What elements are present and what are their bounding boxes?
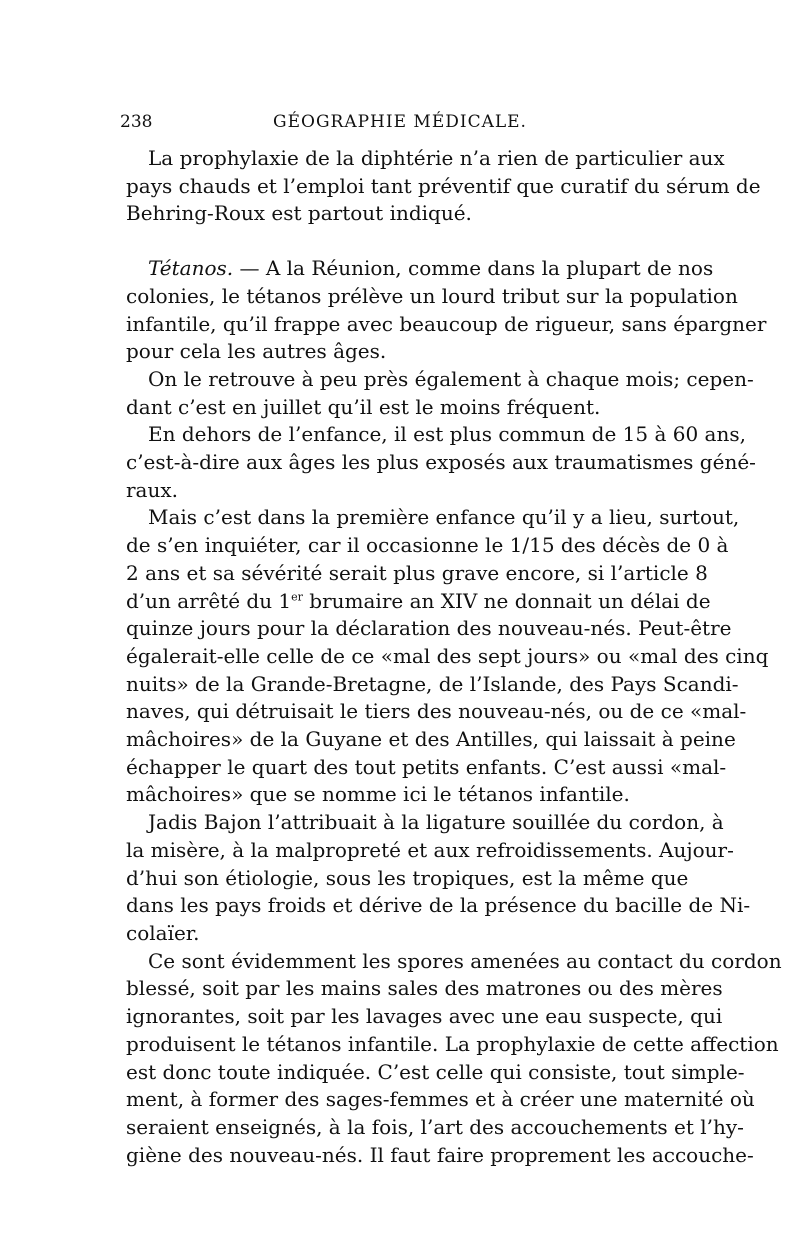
page-number: 238	[120, 112, 153, 132]
text-line: mâchoires» de la Guyane et des Antilles, qui laissait à peine	[126, 727, 736, 752]
running-title: GÉOGRAPHIE MÉDICALE.	[273, 112, 527, 132]
text-line: égalerait-elle celle de ce «mal des sept jours» ou «mal des cinq	[126, 643, 769, 668]
text-line: seraient enseignés, à la fois, l’art des accouchements et l’hy-	[126, 1114, 744, 1139]
paragraph	[126, 145, 761, 228]
text-run: brumaire an XIV ne donnait un délai de	[302, 588, 711, 613]
text-run: d’un arrêté du 1	[126, 588, 292, 613]
paragraph	[126, 948, 782, 1170]
text-line: colaïer.	[126, 920, 200, 945]
body-text	[126, 145, 782, 1169]
text-line: On le retrouve à peu près également à chaque mois; cepen-	[148, 366, 754, 391]
page-header	[120, 112, 680, 136]
text-line: colonies, le tétanos prélève un lourd tribut sur la population	[126, 283, 738, 308]
text-line: Mais c’est dans la première enfance qu’il y a lieu, surtout,	[148, 505, 740, 530]
text-line: est donc toute indiquée. C’est celle qui consiste, tout simple-	[126, 1059, 745, 1084]
text-line: dans les pays froids et dérive de la présence du bacille de Ni-	[126, 893, 751, 918]
text-line: la misère, à la malpropreté et aux refroidissements. Aujour-	[126, 837, 734, 862]
paragraph	[126, 809, 751, 948]
text-line: d’hui son étiologie, sous les tropiques, est la même que	[126, 865, 689, 890]
text-line: échapper le quart des tout petits enfants. C’est aussi «mal-	[126, 754, 727, 779]
text-line: 2 ans et sa sévérité serait plus grave encore, si l’article 8	[126, 560, 708, 585]
text-line: nuits» de la Grande-Bretagne, de l’Islande, des Pays Scandi-	[126, 671, 739, 696]
paragraph	[126, 421, 756, 504]
text-line: de s’en inquiéter, car il occasionne le 1/15 des décès de 0 à	[126, 533, 729, 558]
text-line: Behring-Roux est partout indiqué.	[126, 201, 472, 226]
text-line: raux.	[126, 477, 179, 502]
paragraph	[126, 504, 769, 809]
text-line: ment, à former des sages-femmes et à créer une maternité où	[126, 1087, 755, 1112]
text-line: c’est-à-dire aux âges les plus exposés aux traumatismes géné-	[126, 450, 756, 475]
text-line: infantile, qu’il frappe avec beaucoup de rigueur, sans épargner	[126, 311, 767, 336]
text-line: blessé, soit par les mains sales des matrones ou des mères	[126, 976, 723, 1001]
text-line: Ce sont évidemment les spores amenées au contact du cordon	[148, 948, 782, 973]
text-line: pour cela les autres âges.	[126, 339, 387, 364]
text-line: giène des nouveau-nés. Il faut faire proprement les accouche-	[126, 1142, 754, 1167]
paragraph	[126, 366, 754, 421]
text-line	[126, 588, 711, 616]
paragraph	[126, 255, 767, 366]
superscript: er	[291, 589, 303, 603]
text-line: produisent le tétanos infantile. La prophylaxie de cette affection	[126, 1031, 779, 1056]
text-line: ignorantes, soit par les lavages avec une eau suspecte, qui	[126, 1004, 723, 1029]
text-run: — A la Réunion, comme dans la plupart de nos	[233, 256, 714, 281]
text-line: naves, qui détruisait le tiers des nouveau-nés, ou de ce «mal-	[126, 699, 747, 724]
text-line: dant c’est en juillet qu’il est le moins fréquent.	[126, 394, 601, 419]
text-line: Jadis Bajon l’attribuait à la ligature souillée du cordon, à	[148, 810, 724, 835]
section-lead: Tétanos.	[148, 256, 234, 281]
text-line	[148, 255, 714, 283]
text-line: mâchoires» que se nomme ici le tétanos infantile.	[126, 782, 630, 807]
text-line: quinze jours pour la déclaration des nouveau-nés. Peut-être	[126, 616, 732, 641]
text-line: La prophylaxie de la diphtérie n’a rien de particulier aux	[148, 146, 725, 170]
text-line: pays chauds et l’emploi tant préventif que curatif du sérum de	[126, 173, 761, 198]
text-line: En dehors de l’enfance, il est plus commun de 15 à 60 ans,	[148, 422, 746, 447]
